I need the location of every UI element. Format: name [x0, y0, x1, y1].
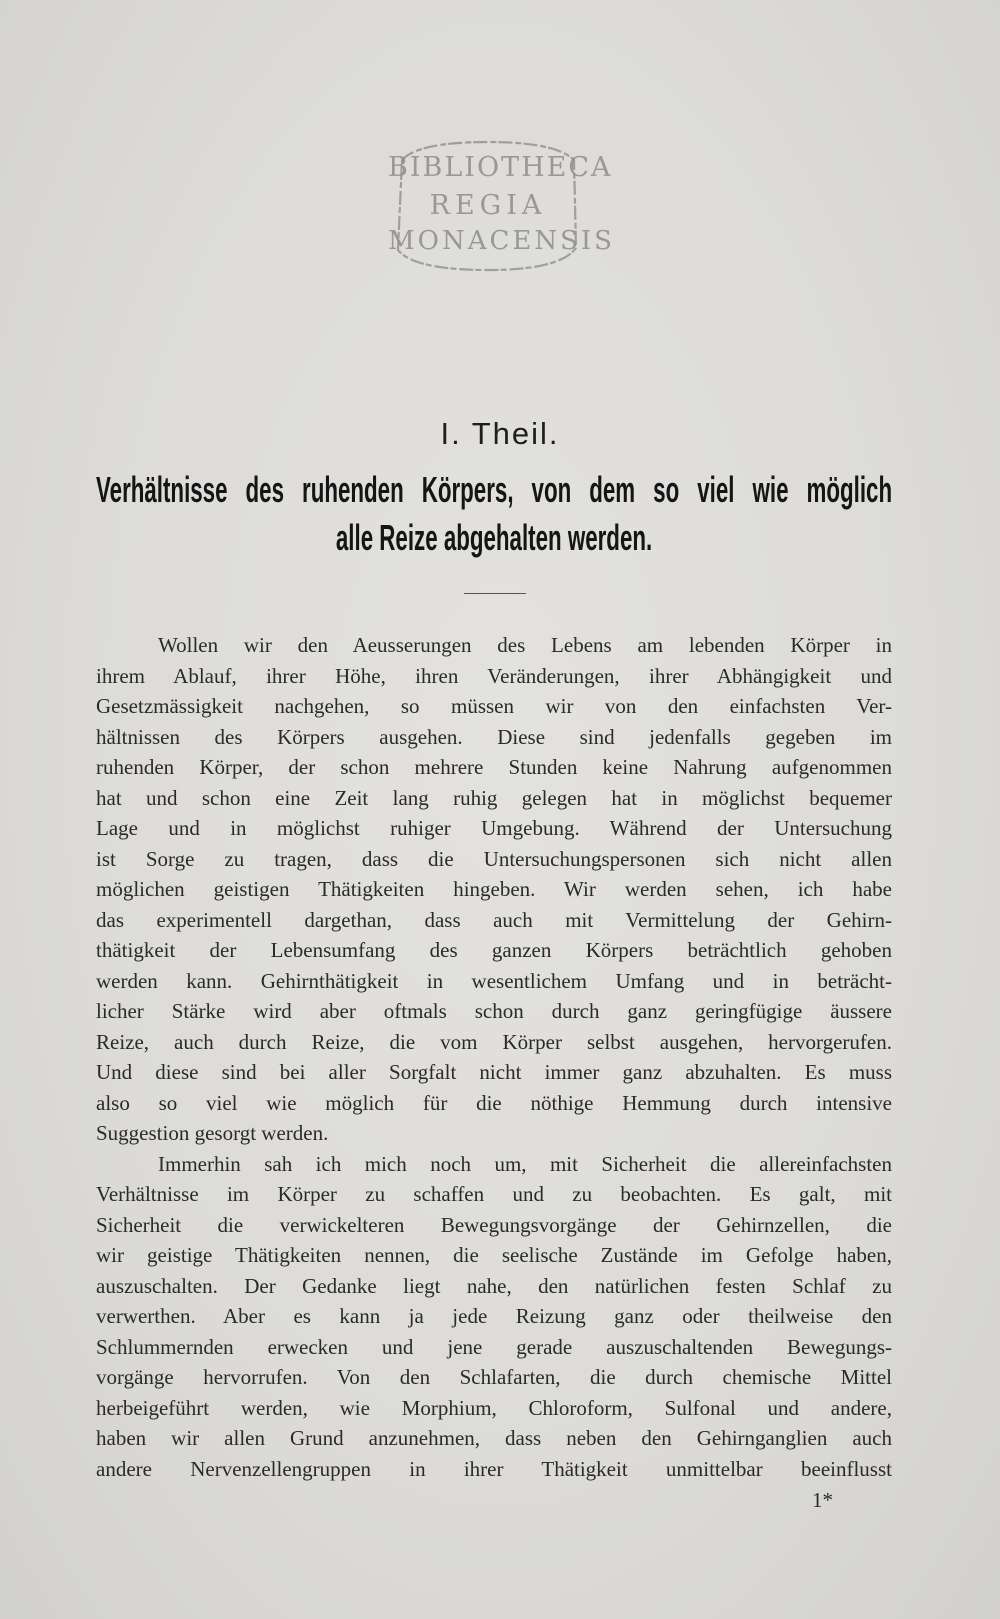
text-line: Und diese sind bei aller Sorgfalt nicht immer ganz abzuhalten. Es muss — [96, 1060, 892, 1084]
text-line: haben wir allen Grund anzunehmen, dass neben den Gehirnganglien auch — [96, 1426, 892, 1450]
text-line: Gesetzmässigkeit nachgehen, so müssen wir von den einfachsten Ver- — [96, 694, 892, 718]
page-signature: 1* — [812, 1488, 833, 1512]
text-line: ihrem Ablauf, ihrer Höhe, ihren Veränderungen, ihrer Abhängigkeit und — [96, 663, 892, 688]
text-line: Lage und in möglichst ruhiger Umgebung. Während der Untersuchung — [96, 816, 892, 840]
text-line: Reize, auch durch Reize, die vom Körper selbst ausgehen, hervorgerufen. — [96, 1029, 892, 1054]
text-line: andere Nervenzellengruppen in ihrer Thätigkeit unmittelbar beeinflusst — [96, 1456, 892, 1481]
part-title: I. Theil. — [440, 416, 560, 451]
text-line: herbeigeführt werden, wie Morphium, Chloroform, Sulfonal und andere, — [96, 1395, 892, 1420]
text-line: Verhältnisse im Körper zu schaffen und zu beobachten. Es galt, mit — [96, 1182, 892, 1206]
text-line: hat und schon eine Zeit lang ruhig gelegen hat in möglichst bequemer — [96, 785, 892, 810]
stamp-line-3: MONACENSIS — [388, 226, 615, 256]
chapter-title-line-2: alle Reize abgehalten werden. — [335, 517, 653, 558]
stamp-line-1: BIBLIOTHECA — [388, 152, 613, 183]
text-line: ruhenden Körper, der schon mehrere Stunden keine Nahrung aufgenommen — [96, 755, 892, 779]
text-line: Immerhin sah ich mich noch um, mit Sicherheit die allereinfachsten — [158, 1151, 892, 1176]
text-line: verwerthen. Aber es kann ja jede Reizung ganz oder theilweise den — [96, 1304, 892, 1328]
text-line: wir geistige Thätigkeiten nennen, die seelische Zustände im Gefolge haben, — [96, 1243, 892, 1267]
text-line: werden kann. Gehirnthätigkeit in wesentlichem Umfang und in beträcht- — [96, 968, 892, 993]
text-line: Suggestion gesorgt werden. — [96, 1121, 329, 1145]
title-divider — [464, 593, 526, 594]
text-line: thätigkeit der Lebensumfang des ganzen Körpers beträchtlich gehoben — [96, 938, 892, 962]
text-line: hältnissen des Körpers ausgehen. Diese sind jedenfalls gegeben im — [96, 724, 892, 749]
text-line: Schlummernden erwecken und jene gerade auszuschaltenden Bewegungs- — [96, 1334, 892, 1359]
chapter-title-line-1: Verhältnisse des ruhenden Körpers, von dem so viel wie möglich — [96, 469, 893, 510]
text-line: möglichen geistigen Thätigkeiten hingeben. Wir werden sehen, ich habe — [96, 877, 892, 901]
body-text — [96, 630, 892, 1484]
library-stamp — [388, 138, 615, 276]
text-line: auszuschalten. Der Gedanke liegt nahe, den natürlichen festen Schlaf zu — [96, 1273, 892, 1298]
text-line: Wollen wir den Aeusserungen des Lebens am lebenden Körper in — [158, 633, 892, 657]
text-line: vorgänge hervorrufen. Von den Schlafarten, die durch chemische Mittel — [96, 1365, 892, 1389]
text-line: licher Stärke wird aber oftmals schon durch ganz geringfügige äussere — [96, 999, 892, 1023]
stamp-line-2: REGIA — [429, 190, 547, 221]
chapter-title — [96, 466, 893, 562]
text-line: also so viel wie möglich für die nöthige Hemmung durch intensive — [96, 1090, 892, 1115]
text-line: das experimentell dargethan, dass auch mit Vermittelung der Gehirn- — [96, 907, 892, 932]
text-line: Sicherheit die verwickelteren Bewegungsvorgänge der Gehirnzellen, die — [96, 1212, 892, 1237]
text-line: ist Sorge zu tragen, dass die Untersuchungspersonen sich nicht allen — [96, 846, 892, 871]
